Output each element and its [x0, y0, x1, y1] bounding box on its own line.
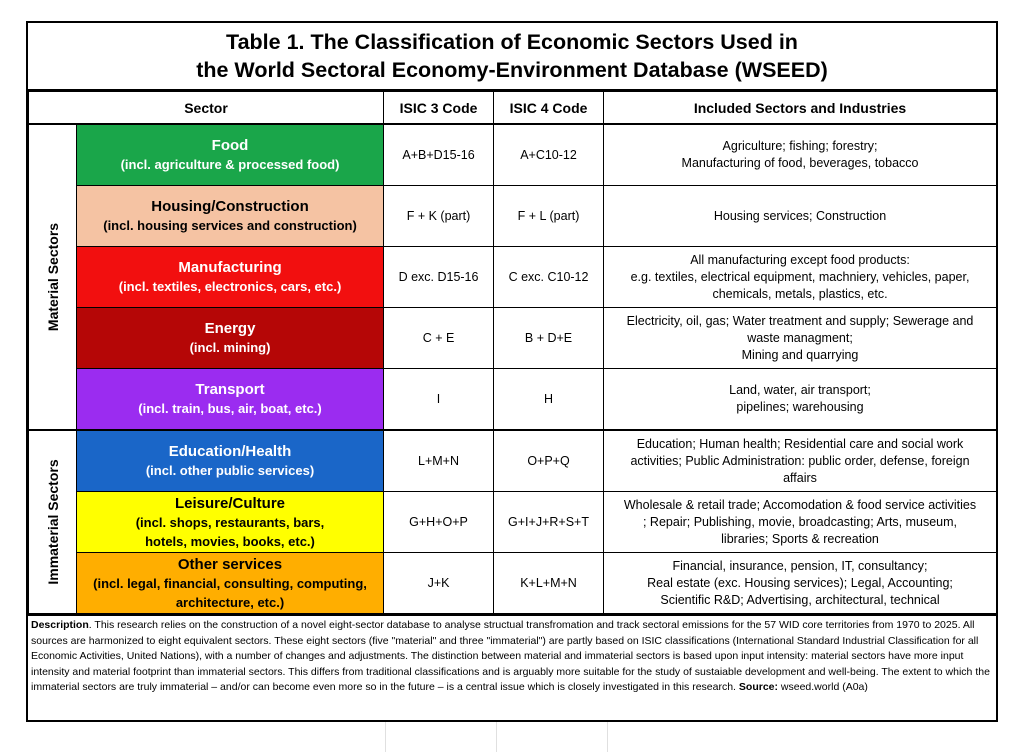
isic3-code-cell: L+M+N — [384, 430, 494, 492]
sector-name-cell — [77, 430, 384, 492]
sector-subtitle: (incl. housing services and construction) — [103, 218, 357, 233]
sector-name-cell — [77, 492, 384, 553]
sector-subtitle-line-2: architecture, etc.) — [175, 594, 285, 610]
table-row — [29, 553, 997, 614]
group-label: Material Sectors — [44, 222, 61, 332]
isic4-code-cell: F + L (part) — [494, 186, 604, 247]
sector-subtitle: (incl. train, bus, air, boat, etc.) — [138, 401, 322, 416]
sector-subtitle: (incl. other public services) — [145, 463, 315, 478]
included-line: Electricity, oil, gas; Water treatment and supply; Sewerage and — [626, 313, 974, 328]
sector-name: Housing/Construction — [151, 198, 309, 215]
included-line: Wholesale & retail trade; Accomodation & food service activities — [623, 497, 977, 512]
header-included: Included Sectors and Industries — [604, 92, 997, 125]
included-line: ; Repair; Publishing, movie, broadcasting; Arts, museum, — [642, 514, 958, 529]
sector-subtitle: (incl. shops, restaurants, bars, — [135, 514, 325, 530]
included-industries-cell — [604, 492, 997, 553]
isic3-code-cell: A+B+D15-16 — [384, 124, 494, 186]
header-isic4: ISIC 4 Code — [494, 92, 604, 125]
isic4-code-cell: O+P+Q — [494, 430, 604, 492]
included-line: activities; Public Administration: public order, defense, foreign — [630, 453, 970, 468]
table-row — [29, 369, 997, 431]
isic3-code-cell: C + E — [384, 308, 494, 369]
sector-subtitle-line-2: hotels, movies, books, etc.) — [145, 533, 315, 549]
isic4-code-cell: H — [494, 369, 604, 431]
table-title — [28, 23, 996, 91]
sector-subtitle: (incl. mining) — [189, 340, 271, 355]
included-line: Manufacturing of food, beverages, tobacco — [681, 156, 919, 170]
isic4-code-cell: K+L+M+N — [494, 553, 604, 614]
faint-gridline — [607, 722, 608, 752]
sector-name-cell — [77, 124, 384, 186]
sector-name: Food — [211, 137, 249, 154]
included-line: Scientific R&D; Advertising, architectural, technical — [660, 592, 940, 607]
classification-table-frame — [26, 21, 998, 722]
group-label: Immaterial Sectors — [44, 459, 61, 585]
sector-table — [28, 91, 997, 614]
isic4-code-cell: G+I+J+R+S+T — [494, 492, 604, 553]
sector-table-body — [29, 124, 997, 614]
table-title-line-1: Table 1. The Classification of Economic Sectors Used in — [226, 30, 798, 54]
sector-name: Manufacturing — [178, 259, 282, 276]
isic3-code-cell: D exc. D15-16 — [384, 247, 494, 308]
included-industries-cell — [604, 186, 997, 247]
sector-name: Transport — [195, 381, 265, 398]
included-line: Real estate (exc. Housing services); Legal, Accounting; — [647, 575, 953, 590]
isic4-code-cell: C exc. C10-12 — [494, 247, 604, 308]
included-industries-cell — [604, 369, 997, 431]
header-isic3: ISIC 3 Code — [384, 92, 494, 125]
description-text: . This research relies on the construction of a novel eight-sector database to analyse structual transfromation and track sectoral emissions for the 57 WID core territories from 1970 to 2025. All sources are harmonized to eight equivalent sectors. These eight sectors (five "material" and three "immaterial") are partly based on ISIC classifications (International Standard Industrial Classification for all Economic Activities, United Nations), with a number of changes and adjustments. The distinction between material and immaterial sectors is based upon input intensity: material sectors have more input intensity and material footprint than immaterial sectors. This differs from traditional classifications and is arguably more suitable for the study of sustaiable development and well-being. The extent to which the immaterial sectors are truly immaterial – and/or can become even more so in the future – is a central issue which is closely investigated in this research. — [31, 619, 990, 694]
sector-name-cell — [77, 308, 384, 369]
isic3-code-cell: F + K (part) — [384, 186, 494, 247]
included-industries-cell — [604, 430, 997, 492]
table-row — [29, 247, 997, 308]
included-line: waste managment; — [747, 330, 853, 345]
included-line: Education; Human health; Residential care and social work — [636, 436, 964, 451]
included-line: e.g. textiles, electrical equipment, machniery, vehicles, paper, — [630, 269, 970, 284]
faint-gridline — [385, 722, 386, 752]
header-row — [29, 92, 997, 125]
included-line: Financial, insurance, pension, IT, consultancy; — [672, 558, 928, 573]
included-industries-cell — [604, 553, 997, 614]
isic4-code-cell: A+C10-12 — [494, 124, 604, 186]
table-row — [29, 124, 997, 186]
included-industries-cell — [604, 124, 997, 186]
included-line: Agriculture; fishing; forestry; — [722, 139, 878, 153]
included-line: All manufacturing except food products: — [690, 252, 910, 267]
group-material-sectors — [29, 124, 77, 430]
sector-subtitle: (incl. legal, financial, consulting, computing, — [93, 575, 367, 591]
sector-name-cell — [77, 553, 384, 614]
included-line: affairs — [783, 470, 817, 485]
sector-name-cell — [77, 186, 384, 247]
table-row — [29, 186, 997, 247]
included-industries-cell — [604, 247, 997, 308]
sector-name: Leisure/Culture — [174, 494, 286, 512]
sector-subtitle: (incl. agriculture & processed food) — [120, 157, 340, 172]
sector-subtitle: (incl. textiles, electronics, cars, etc.) — [118, 279, 342, 294]
sector-name: Education/Health — [168, 443, 292, 460]
sector-name: Energy — [204, 320, 256, 337]
header-sector: Sector — [29, 92, 384, 125]
table-title-line-2: the World Sectoral Economy-Environment Database (WSEED) — [196, 58, 828, 82]
included-industries-cell — [604, 308, 997, 369]
group-immaterial-sectors — [29, 430, 77, 614]
isic3-code-cell: I — [384, 369, 494, 431]
included-line: Housing services; Construction — [713, 208, 887, 223]
included-line: Mining and quarrying — [741, 347, 859, 362]
table-row — [29, 430, 997, 492]
sector-name-cell — [77, 369, 384, 431]
sector-name: Other services — [177, 555, 283, 573]
included-line: chemicals, metals, plastics, etc. — [712, 286, 888, 301]
included-line: pipelines; warehousing — [736, 400, 864, 414]
included-line: libraries; Sports & recreation — [721, 531, 879, 546]
description-note — [28, 614, 996, 730]
isic3-code-cell: G+H+O+P — [384, 492, 494, 553]
source-label: Source: — [738, 681, 778, 694]
description-label: Description — [31, 619, 89, 631]
isic3-code-cell: J+K — [384, 553, 494, 614]
faint-gridline — [496, 722, 497, 752]
included-line: Land, water, air transport; — [729, 383, 871, 397]
sector-name-cell — [77, 247, 384, 308]
table-row — [29, 308, 997, 369]
isic4-code-cell: B + D+E — [494, 308, 604, 369]
source-text: wseed.world (A0a) — [778, 681, 868, 694]
table-row — [29, 492, 997, 553]
